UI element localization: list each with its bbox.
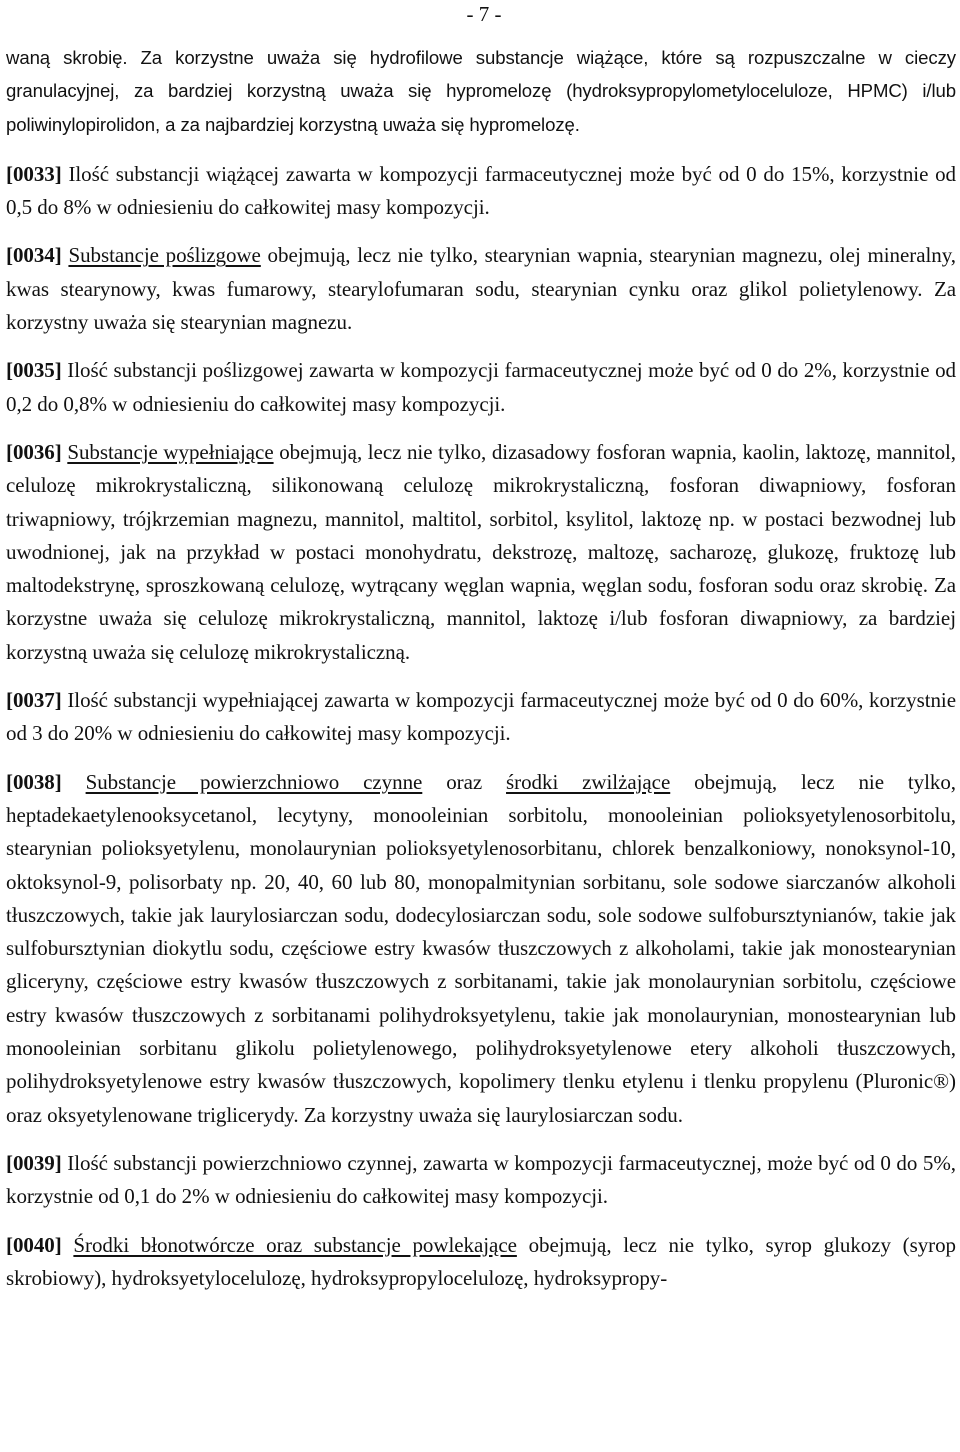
- paragraph-0038: [6, 766, 956, 1132]
- paragraph-number: [0039]: [6, 1150, 62, 1175]
- paragraph-0035: [6, 354, 956, 421]
- paragraph-0039: [6, 1147, 956, 1214]
- paragraph-text: Ilość substancji wypełniającej zawarta w kompozycji farmaceutycznej może być od 0 do 60%, korzystnie od 3 do 20% w odniesieniu do całkowitej masy kompozycji.: [6, 688, 956, 746]
- paragraph-0033: [6, 158, 956, 225]
- paragraph-text: obejmują, lecz nie tylko, syrop glukozy (syrop skrobiowy), hydroksyetylocelulozę, hydroksypropylocelulozę, hydroksypropy-: [6, 1232, 956, 1290]
- paragraph-0037: [6, 684, 956, 751]
- document-body: [6, 41, 956, 1295]
- paragraph-continuation: waną skrobię. Za korzystne uważa się hydrofilowe substancje wiążące, które są rozpuszczalne w cieczy granulacyjnej, za bardziej korzystną uważa się hypromelozę (hydroksypropylometyloceluloze, HPMC) i/lub poliwinylopirolidon, a za najbardziej korzystną uważa się hypromelozę.: [6, 47, 956, 135]
- paragraph-text: obejmują, lecz nie tylko, stearynian wapnia, stearynian magnezu, olej mineralny, kwas stearynowy, kwas fumarowy, stearylofumaran sodu, stearynian cynku oraz glikol polietylenowy. Za korzystny uważa się stearynian magnezu.: [6, 243, 956, 335]
- paragraph-number: [0040]: [6, 1232, 62, 1257]
- paragraph-number: [0035]: [6, 358, 62, 383]
- paragraph-0036: [6, 436, 956, 669]
- paragraph-text: Ilość substancji poślizgowej zawarta w kompozycji farmaceutycznej może być od 0 do 2%, korzystnie od 0,2 do 0,8% w odniesieniu do całkowitej masy kompozycji.: [6, 358, 956, 416]
- defined-term: środki zwilżające: [506, 769, 671, 794]
- defined-term: Substancje wypełniające: [67, 439, 274, 464]
- paragraph-number: [0036]: [6, 439, 62, 464]
- defined-term: Środki błonotwórcze oraz substancje powlekające: [73, 1232, 517, 1257]
- paragraph-number: [0034]: [6, 243, 62, 268]
- defined-term: Substancje poślizgowe: [68, 243, 261, 268]
- paragraph-text: Ilość substancji wiążącej zawarta w kompozycji farmaceutycznej może być od 0 do 15%, korzystnie od 0,5 do 8% w odniesieniu do całkowitej masy kompozycji.: [6, 161, 956, 220]
- paragraph-0040: [6, 1229, 956, 1296]
- defined-term: Substancje powierzchniowo czynne: [85, 769, 423, 794]
- paragraph-text: obejmują, lecz nie tylko, heptadekaetylenooksycetanol, lecytyny, monooleinian sorbitolu, monooleinian polioksyetylenosorbitolu, stearynian polioksyetylenu, monolaurynian polioksyetylenosorbitanu, chlorek benzalkoniowy, nonoksynol-10, oktoksynol-9, polisorbaty np. 20, 40, 60 lub 80, monopalmitynian sorbitanu, sole sodowe siarczanów alkoholi tłuszczowych, takie jak laurylosiarczan sodu, dodecylosiarczan sodu, sole sodowe sulfobursztynianów, takie jak sulfobursztynian diokytlu sodu, częściowe estry kwasów tłuszczowych z alkoholami, takie jak monostearynian gliceryny, częściowe estry kwasów tłuszczowych z sorbitanami, takie jak monolaurynian sorbitolu, częściowe estry kwasów tłuszczowych z sorbitanami polihydroksyetylenu, takie jak monolaurynian, monostearynian lub monooleinian sorbitanu glikolu polietylenowego, polihydroksyetylenowe etery alkoholi tłuszczowych, polihydroksyetylenowe estry kwasów tłuszczowych, kopolimery tlenku etylenu i tlenku propylenu (Pluronic®) oraz oksyetylenowane triglicerydy. Za korzystny uważa się laurylosiarczan sodu.: [6, 769, 956, 1127]
- page-number: - 7 -: [466, 2, 502, 26]
- paragraph-number: [0037]: [6, 688, 62, 713]
- paragraph-connector: oraz: [422, 769, 507, 794]
- paragraph-0034: [6, 239, 956, 339]
- paragraph-text: obejmują, lecz nie tylko, dizasadowy fosforan wapnia, kaolin, laktozę, mannitol, celulozę mikrokrystaliczną, silikonowaną celulozę mikrokrystaliczną, fosforan diwapniowy, fosforan triwapniowy, trójkrzemian magnezu, mannitol, maltitol, sorbitol, ksylitol, laktozę np. w postaci bezwodnej lub uwodnionej, jak na przykład w postaci monohydratu, dekstrozę, maltozę, sacharozę, glukozę, fruktozę lub maltodekstrynę, sproszkowaną celulozę, wytrącany węglan wapnia, węglan sodu, fosforan sodu oraz skrobię. Za korzystne uważa się celulozę mikrokrystaliczną, mannitol, laktozę i/lub fosforan diwapniowy, za bardziej korzystną uważa się celulozę mikrokrystaliczną.: [6, 439, 957, 664]
- paragraph-number: [0038]: [6, 769, 62, 794]
- paragraph-text: Ilość substancji powierzchniowo czynnej, zawarta w kompozycji farmaceutycznej, może być od 0 do 5%, korzystnie od 0,1 do 2% w odniesieniu do całkowitej masy kompozycji.: [6, 1150, 956, 1209]
- paragraph-number: [0033]: [6, 161, 62, 186]
